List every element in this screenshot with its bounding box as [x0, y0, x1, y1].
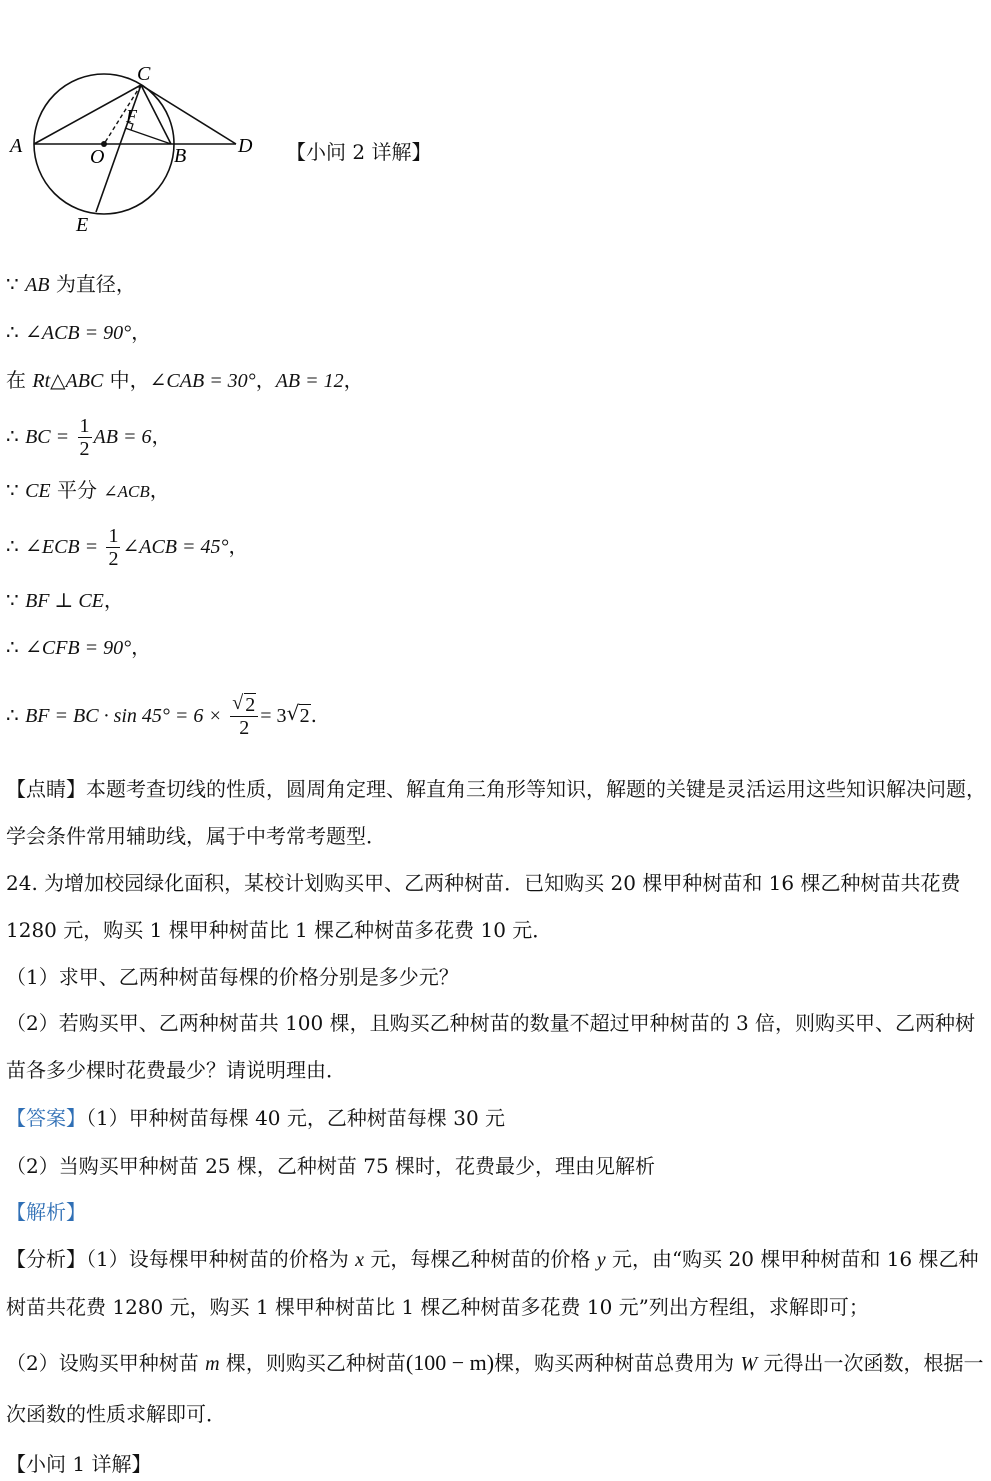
analysis-part2: （2）设购买甲种树苗 m 棵，则购买乙种树苗(100 − m)棵，购买两种树苗总费用为 W 元得出一次函数，根据一次函数的性质求解即可．	[6, 1350, 984, 1426]
label-o: O	[90, 146, 105, 168]
step-1: ∵ AB 为直径，	[6, 272, 136, 296]
step-7: ∵ BF ⊥ CE，	[6, 588, 124, 612]
answer-line-2: （2）当购买甲种树苗 25 棵，乙种树苗 75 棵时，花费最少，理由见解析	[6, 1154, 656, 1178]
geometry-figure	[0, 60, 270, 300]
section-heading-q2: 【小问 2 详解】	[286, 140, 432, 164]
analysis-part1: 【分析】（1）设每棵甲种树苗的价格为 x 元，每棵乙种树苗的价格 y 元，由“购买 20 棵甲种树苗和 16 棵乙种树苗共花费 1280 元，购买 1 棵甲种树苗比 1 棵乙种树苗多花费 10 元”列出方程组，求解即可；	[6, 1247, 979, 1319]
step-4: ∴ BC = $\frac{1}{2}$ AB = 6，	[6, 415, 172, 460]
fraction-root2-over-2: √ 2 2	[230, 694, 258, 739]
fraction-one-half: $\frac{1}{2}$	[79, 415, 90, 460]
step-6: ∴ ∠ECB = $\frac{1}{2}$ ∠ACB = 45°，	[6, 525, 249, 570]
step-2: ∴ ∠ACB = 90°，	[6, 320, 152, 344]
label-b: B	[174, 145, 187, 167]
label-e: E	[76, 214, 89, 236]
step-5: ∵ CE 平分 ∠ACB，	[6, 478, 170, 502]
label-d: D	[238, 135, 253, 157]
step-9: ∴ BF = BC · sin 45° = 6 × √ 2 2 = 3 √ 2.	[6, 685, 317, 746]
step-8: ∴ ∠CFB = 90°，	[6, 635, 152, 659]
question-24-part2: （2）若购买甲、乙两种树苗共 100 棵，且购买乙种树苗的数量不超过甲种树苗的 3 倍，则购买甲、乙两种树苗各多少棵时花费最少？请说明理由．	[6, 1011, 976, 1082]
label-a: A	[10, 135, 23, 157]
question-24-part1: （1）求甲、乙两种树苗每棵的价格分别是多少元？	[6, 965, 459, 989]
question-24-stem: 24. 为增加校园绿化面积，某校计划购买甲、乙两种树苗．已知购买 20 棵甲种树苗和 16 棵乙种树苗共花费 1280 元，购买 1 棵甲种树苗比 1 棵乙种树苗多花费 10 元．	[6, 871, 961, 942]
segment-ac	[34, 85, 141, 144]
step-3: 在 Rt△ABC 中，∠CAB = 30°，AB = 12，	[6, 368, 364, 392]
label-f: F	[126, 106, 137, 126]
key-point-paragraph: 【点睛】本题考查切线的性质，圆周角定理、解直角三角形等知识，解题的关键是灵活运用这些知识解决问题，学会条件常用辅助线，属于中考常考题型．	[6, 777, 986, 848]
analysis-tag: 【解析】	[6, 1200, 86, 1224]
section-heading-q1: 【小问 1 详解】	[6, 1452, 152, 1476]
answer-line-1: 【答案】（1）甲种树苗每棵 40 元，乙种树苗每棵 30 元	[6, 1106, 506, 1130]
label-c: C	[137, 63, 151, 85]
fraction-one-half-2: $\frac{1}{2}$	[108, 525, 119, 570]
answer-tag: 【答案】	[6, 1106, 86, 1130]
sqrt-two: √ 2	[286, 701, 310, 727]
